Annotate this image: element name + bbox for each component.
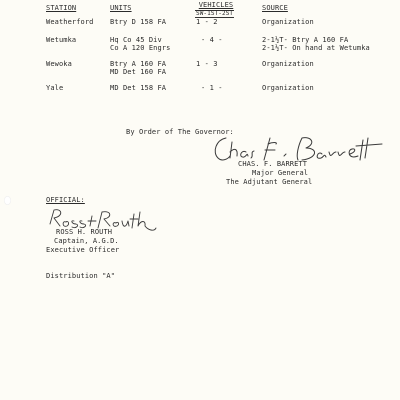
row-unit: Hq Co 45 Div — [110, 36, 162, 44]
row-source: 2-1½T- Btry A 160 FA — [262, 36, 349, 44]
governor-office: The Adjutant General — [226, 178, 313, 186]
row-source: Organization — [262, 60, 314, 68]
by-order-text: By Order of The Governor: — [126, 128, 234, 136]
row-station: Yale — [46, 84, 64, 92]
header-source: SOURCE — [262, 4, 288, 12]
row-vehicles: - 4 - — [201, 36, 223, 44]
row-station: Wetumka — [46, 36, 77, 44]
row-vehicles: 1 - 2 — [196, 18, 218, 26]
row-station: Weatherford — [46, 18, 94, 26]
governor-title: Major General — [252, 169, 309, 177]
row-source: 2-1½T- On hand at Wetumka — [262, 44, 370, 52]
punch-hole — [4, 196, 11, 205]
row-unit: Co A 120 Engrs — [110, 44, 171, 52]
row-station: Wewoka — [46, 60, 72, 68]
header-vehicles-sub: SW-1ST-2ST — [196, 10, 234, 17]
distribution-text: Distribution "A" — [46, 272, 116, 280]
official-label: OFFICIAL: — [46, 196, 85, 204]
row-vehicles: - 1 - — [201, 84, 223, 92]
row-unit: Btry A 160 FA — [110, 60, 167, 68]
header-units: UNITS — [110, 4, 132, 12]
header-vehicles: VEHICLES — [198, 1, 234, 9]
official-rank: Captain, A.G.D. — [54, 237, 119, 245]
row-source: Organization — [262, 18, 314, 26]
official-name: ROSS H. ROUTH — [56, 228, 113, 236]
row-source: Organization — [262, 84, 314, 92]
row-vehicles: 1 - 3 — [196, 60, 218, 68]
header-station: STATION — [46, 4, 77, 12]
row-unit: MD Det 158 FA — [110, 84, 167, 92]
row-unit: MD Det 160 FA — [110, 68, 167, 76]
governor-name: CHAS. F. BARRETT — [238, 160, 308, 168]
official-position: Executive Officer — [46, 246, 120, 254]
row-unit: Btry D 158 FA — [110, 18, 167, 26]
